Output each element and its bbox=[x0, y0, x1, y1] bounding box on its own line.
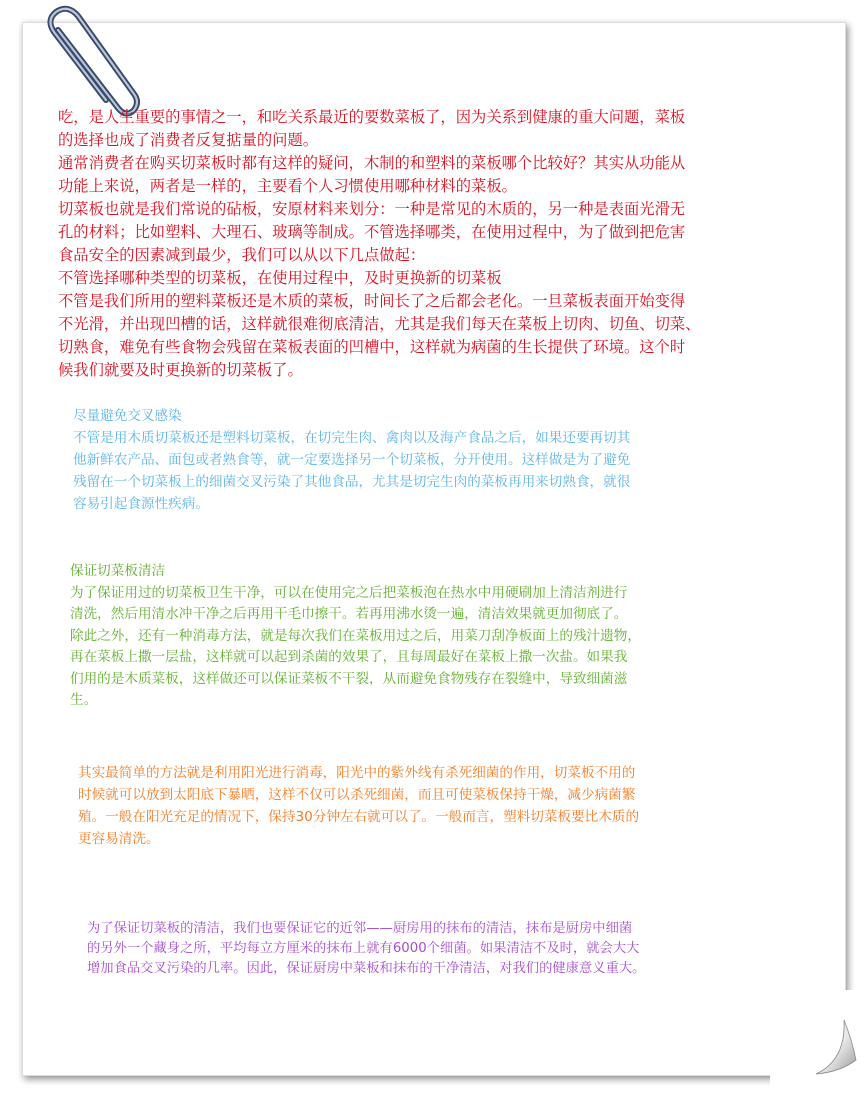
text-line: 不光滑，并出现凹槽的话，这样就很难彻底清洁，尤其是我们每天在菜板上切肉、切鱼、切菜、 bbox=[58, 315, 701, 333]
section-heading: 保证切菜板清洁 bbox=[70, 563, 166, 579]
text-line: 时候就可以放到太阳底下暴晒，这样不仅可以杀死细菌，而且可使菜板保持干燥，减少病菌繁 bbox=[78, 787, 636, 803]
text-line: 殖。一般在阳光充足的情况下，保持30分钟左右就可以了。一般而言，塑料切菜板要比木质的 bbox=[78, 809, 640, 825]
text-line: 他新鲜农产品、面包或者熟食等，就一定要选择另一个切菜板，分开使用。这样做是为了避免 bbox=[73, 452, 631, 468]
text-line: 们用的是木质菜板，这样做还可以保证菜板不干裂，从而避免食物残存在裂缝中，导致细菌滋 bbox=[70, 670, 628, 687]
section-keep-clean bbox=[70, 561, 641, 712]
text-line: 功能上来说，两者是一样的，主要看个人习惯使用哪种材料的菜板。 bbox=[58, 177, 517, 195]
text-line: 不管是用木质切菜板还是塑料切菜板，在切完生肉、禽肉以及海产食品之后，如果还要再切其 bbox=[73, 430, 631, 446]
text-line: 为了保证切菜板的清洁，我们也要保证它的近邻——厨房用的抹布的清洁，抹布是厨房中细菌 bbox=[87, 921, 633, 936]
text-line: 的选择也成了消费者反复掂量的问题。 bbox=[58, 131, 319, 149]
text-line: 残留在一个切菜板上的细菌交叉污染了其他食品，尤其是切完生肉的菜板再用来切熟食，就很 bbox=[73, 474, 631, 490]
text-line: 其实最简单的方法就是利用阳光进行消毒，阳光中的紫外线有杀死细菌的作用，切菜板不用的 bbox=[78, 765, 636, 781]
text-line: 更容易清洗。 bbox=[78, 831, 160, 847]
section-menuban-intro bbox=[58, 106, 700, 382]
text-line: 生。 bbox=[70, 692, 98, 708]
section-sunlight-disinfection bbox=[78, 762, 639, 850]
text-line: 为了保证用过的切菜板卫生干净，可以在使用完之后把菜板泡在热水中用硬刷加上清洁剂进行 bbox=[70, 584, 628, 601]
text-line: 增加食品交叉污染的几率。因此，保证厨房中菜板和抹布的干净清洁，对我们的健康意义重大。 bbox=[87, 961, 646, 976]
section-avoid-cross-infection bbox=[73, 405, 630, 515]
text-line: 切熟食，难免有些食物会残留在菜板表面的凹槽中，这样就为病菌的生长提供了环境。这个时 bbox=[58, 338, 686, 356]
text-line: 再在菜板上撒一层盐，这样就可以起到杀菌的效果了，且每周最好在菜板上撒一次盐。如果我 bbox=[70, 649, 628, 665]
text-line: 不管选择哪种类型的切菜板，在使用过程中，及时更换新的切菜板 bbox=[58, 269, 502, 287]
text-line: 不管是我们所用的塑料菜板还是木质的菜板，时间长了之后都会老化。一旦菜板表面开始变得 bbox=[58, 292, 686, 310]
text-line: 食品安全的因素减到最少，我们可以从以下几点做起： bbox=[58, 246, 426, 264]
text-line: 清洗，然后用清水冲干净之后再用干毛巾擦干。若再用沸水烫一遍，清洁效果就更加彻底了。 bbox=[70, 606, 628, 622]
text-line: 的另外一个藏身之所，平均每立方厘米的抹布上就有6000个细菌。如果清洁不及时，就会大大 bbox=[87, 941, 640, 956]
section-dishcloth bbox=[87, 919, 645, 979]
text-line: 容易引起食源性疾病。 bbox=[73, 496, 209, 512]
paperclip-icon bbox=[30, 0, 140, 120]
page-curl-icon bbox=[770, 990, 866, 1086]
text-line: 通常消费者在购买切菜板时都有这样的疑问，木制的和塑料的菜板哪个比较好？其实从功能从 bbox=[58, 154, 686, 172]
text-line: 切菜板也就是我们常说的砧板，安原材料来划分：一种是常见的木质的，另一种是表面光滑无 bbox=[58, 200, 686, 218]
text-line: 吃，是人生重要的事情之一，和吃关系最近的要数菜板了，因为关系到健康的重大问题，菜板 bbox=[58, 108, 686, 126]
section-heading: 尽量避免交叉感染 bbox=[73, 408, 182, 424]
text-line: 除此之外，还有一种消毒方法，就是每次我们在菜板用过之后，用菜刀刮净板面上的残汁遗物， bbox=[70, 627, 641, 644]
text-line: 候我们就要及时更换新的切菜板了。 bbox=[58, 361, 303, 379]
text-line: 孔的材料；比如塑料、大理石、玻璃等制成。不管选择哪类，在使用过程中，为了做到把危害 bbox=[58, 223, 686, 241]
